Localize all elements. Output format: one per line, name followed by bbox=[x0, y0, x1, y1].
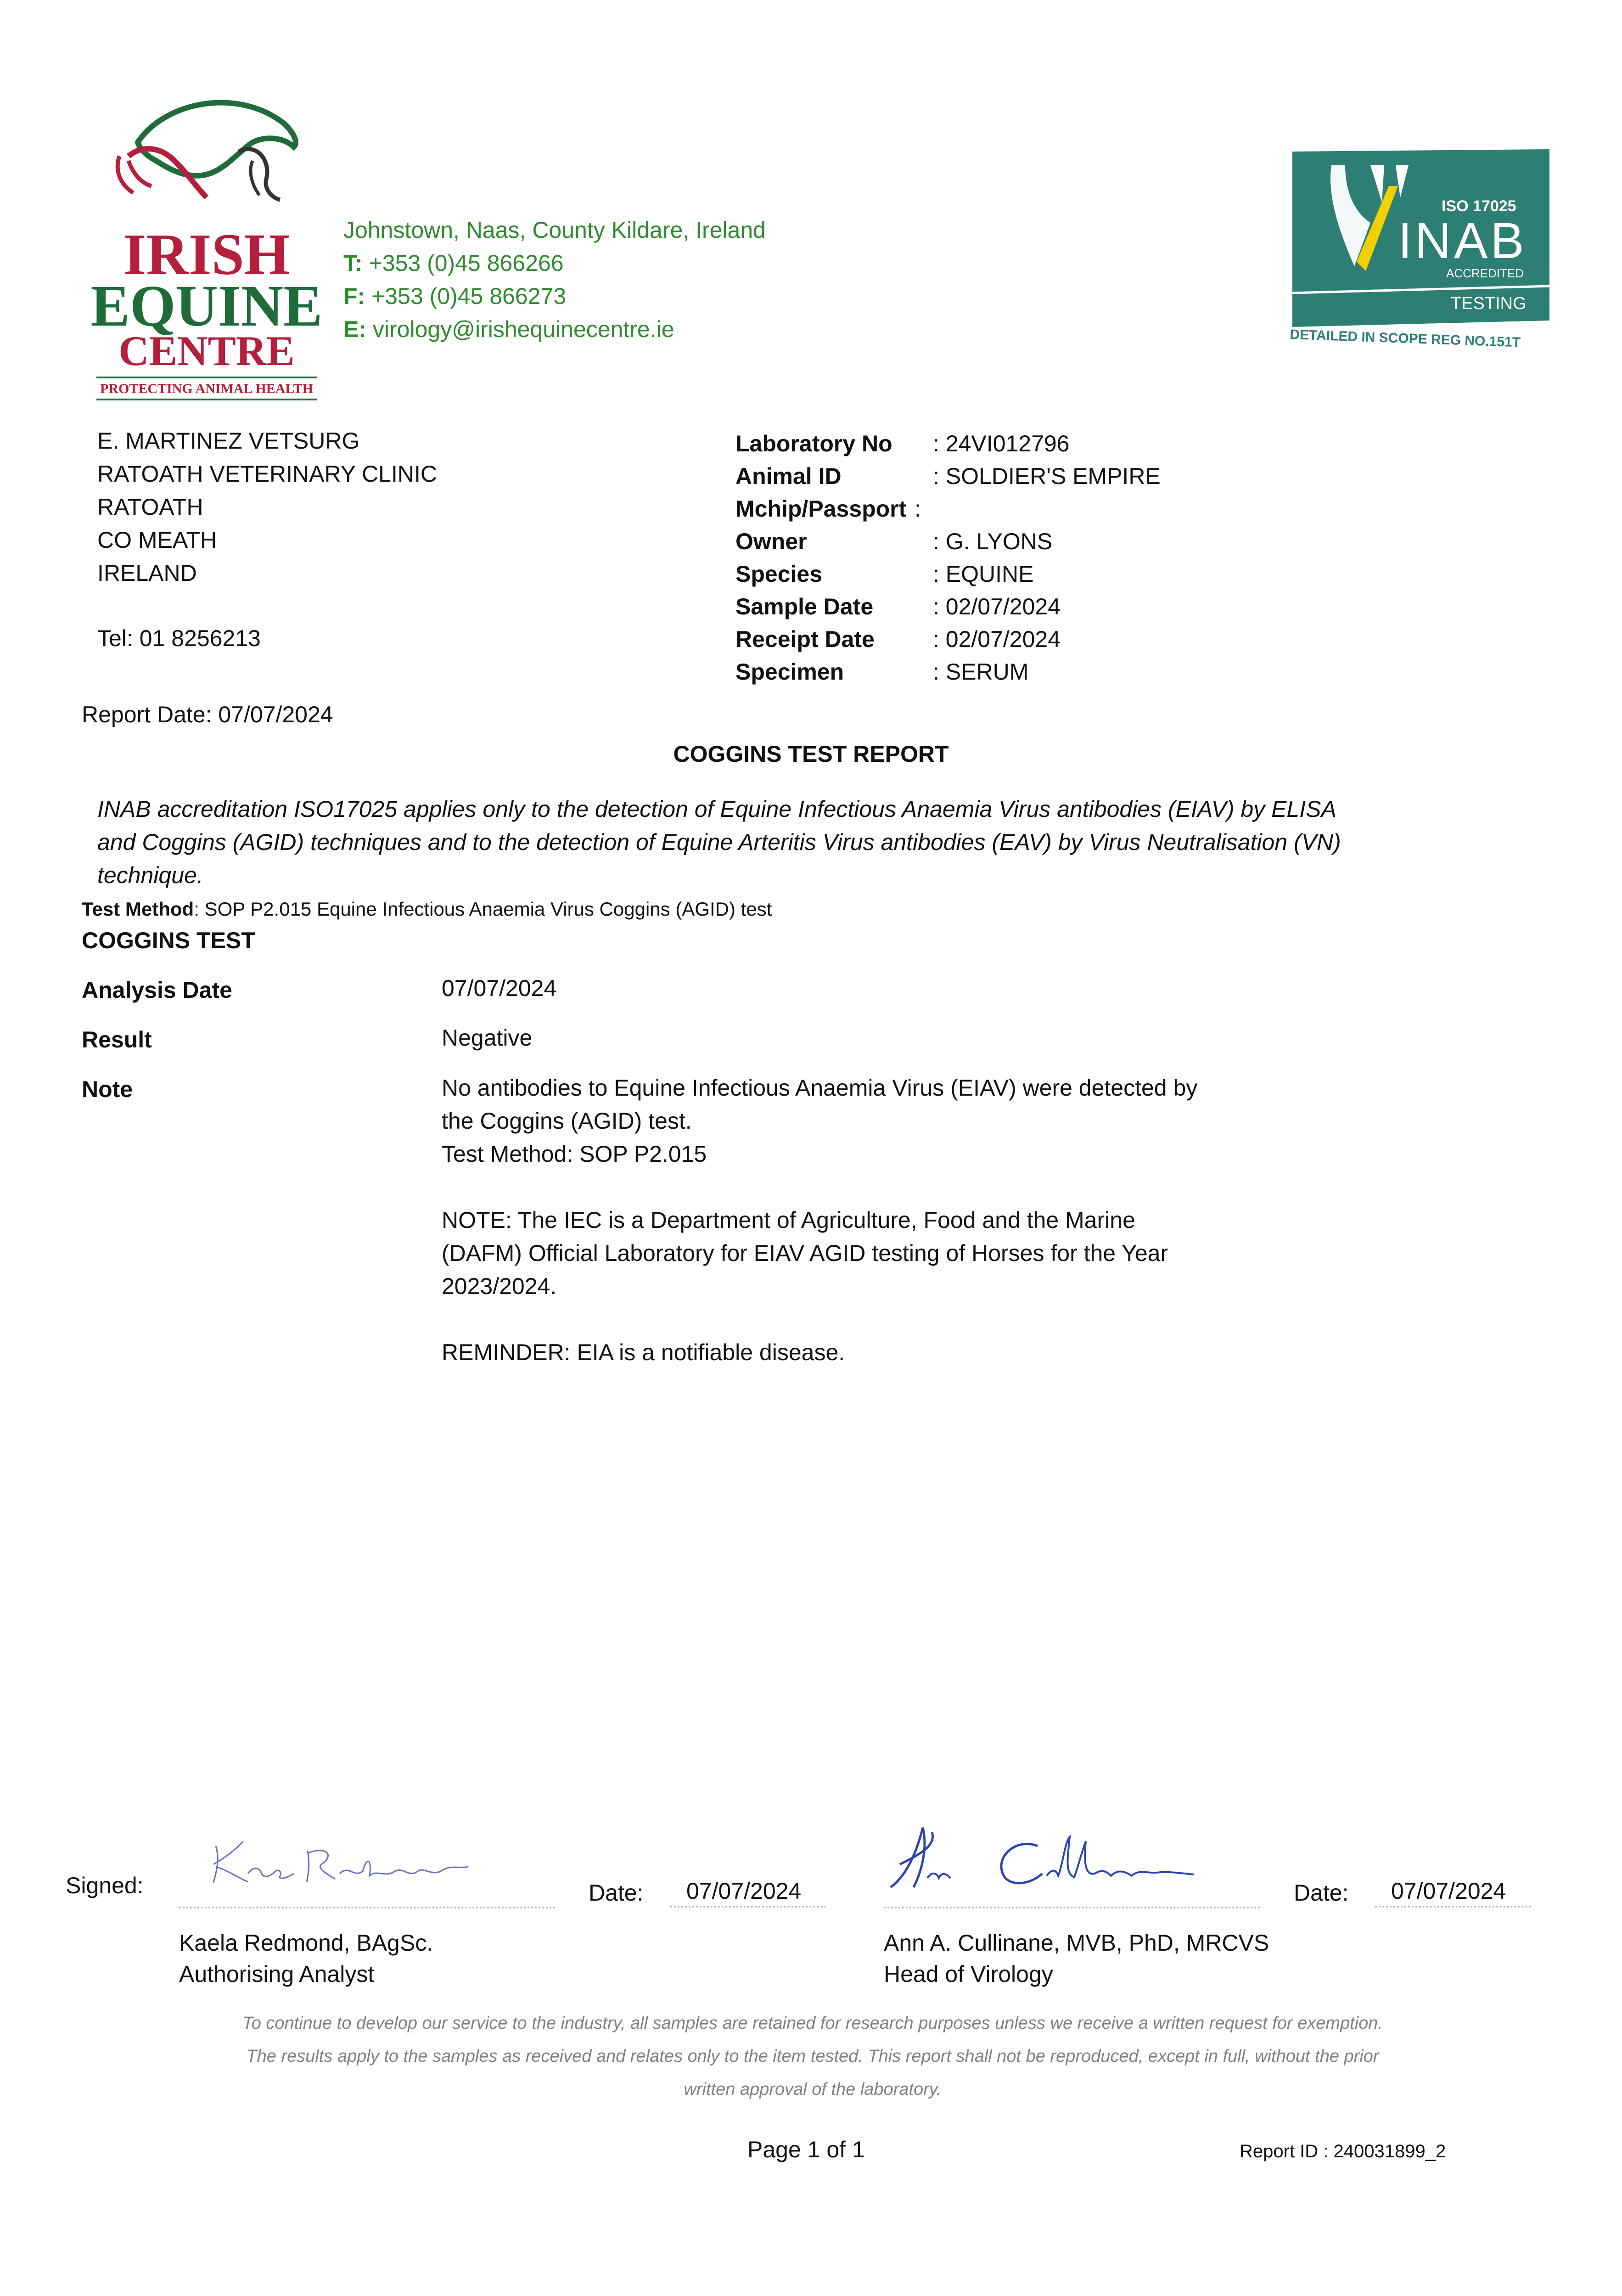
note-line bbox=[442, 1171, 1197, 1204]
note-line: 2023/2024. bbox=[442, 1273, 557, 1299]
address-line: IRELAND bbox=[97, 560, 197, 586]
detail-value: : 24VI012796 bbox=[933, 431, 1070, 456]
detail-row-animal-id bbox=[735, 460, 1286, 492]
date-line bbox=[1375, 1906, 1531, 1908]
note-line: Test Method: SOP P2.015 bbox=[442, 1141, 707, 1167]
signature-kaela-redmond-icon bbox=[202, 1828, 487, 1896]
address-line: CO MEATH bbox=[97, 527, 217, 553]
note-line: (DAFM) Official Laboratory for EIAV AGID testing of Horses for the Year bbox=[442, 1240, 1168, 1266]
detail-label: Mchip/Passport bbox=[735, 496, 907, 522]
detail-label: Animal ID bbox=[735, 463, 842, 489]
signature-line bbox=[884, 1907, 1260, 1908]
sample-details bbox=[735, 427, 1286, 688]
note-line: NOTE: The IEC is a Department of Agriculture, Food and the Marine bbox=[442, 1207, 1135, 1233]
detail-row-sample-date bbox=[735, 590, 1286, 623]
report-date: Report Date: 07/07/2024 bbox=[82, 702, 333, 727]
detail-label: Owner bbox=[735, 529, 807, 554]
contact-block bbox=[343, 214, 766, 346]
detail-value: : bbox=[915, 496, 921, 522]
note-line: REMINDER: EIA is a notifiable disease. bbox=[442, 1339, 845, 1365]
right-signatory-role: Head of Virology bbox=[884, 1961, 1053, 1987]
logo-word-irish: IRISH bbox=[123, 222, 290, 287]
signature-line bbox=[179, 1907, 556, 1908]
accreditation-statement bbox=[97, 793, 1341, 892]
note-text bbox=[442, 1071, 1197, 1369]
recipient-tel: Tel: 01 8256213 bbox=[97, 625, 261, 651]
address-line: RATOATH bbox=[97, 494, 203, 520]
test-method: Test Method: SOP P2.015 Equine Infectious Anaemia Virus Coggins (AGID) test bbox=[82, 898, 772, 920]
inab-accredited: ACCREDITED bbox=[1446, 266, 1524, 280]
signature-ann-cullinane-icon bbox=[881, 1818, 1212, 1906]
section-title: COGGINS TEST bbox=[82, 928, 255, 953]
detail-row-species bbox=[735, 557, 1286, 590]
analysis-date-label: Analysis Date bbox=[82, 977, 232, 1003]
detail-value: : G. LYONS bbox=[933, 529, 1053, 554]
detail-value: : SOLDIER'S EMPIRE bbox=[933, 463, 1161, 489]
logo-word-centre: CENTRE bbox=[118, 327, 295, 374]
address-line: E. MARTINEZ VETSURG bbox=[97, 428, 360, 454]
inab-iso: ISO 17025 bbox=[1442, 197, 1516, 215]
inab-mark: INAB bbox=[1398, 213, 1527, 269]
analysis-date-value: 07/07/2024 bbox=[442, 975, 557, 1001]
detail-label: Specimen bbox=[735, 659, 844, 685]
logo-word-equine: EQUINE bbox=[90, 273, 323, 338]
detail-row-specimen bbox=[735, 655, 1286, 688]
statement-line: INAB accreditation ISO17025 applies only to the detection of Equine Infectious Anaemia Virus antibodies (EIAV) by ELISA bbox=[97, 796, 1336, 822]
detail-row-receipt-date bbox=[735, 623, 1286, 655]
report-id: Report ID : 240031899_2 bbox=[1240, 2141, 1446, 2161]
contact-address: Johnstown, Naas, County Kildare, Ireland bbox=[343, 217, 766, 243]
left-date-value: 07/07/2024 bbox=[686, 1878, 802, 1904]
detail-value: : 02/07/2024 bbox=[933, 594, 1061, 619]
detail-label: Sample Date bbox=[735, 594, 874, 619]
inab-testing: TESTING bbox=[1451, 294, 1527, 313]
note-line bbox=[442, 1303, 1197, 1336]
horse-logo-icon bbox=[101, 92, 312, 211]
detail-row-laboratory-no bbox=[735, 427, 1286, 460]
disclaimer-line: The results apply to the samples as received and relates only to the item tested. This report shall not be reproduced, except in full, without the prior bbox=[246, 2047, 1379, 2066]
note-line: the Coggins (AGID) test. bbox=[442, 1108, 692, 1134]
detail-value: : SERUM bbox=[933, 659, 1029, 685]
address-line: RATOATH VETERINARY CLINIC bbox=[97, 461, 437, 487]
disclaimer-line: written approval of the laboratory. bbox=[684, 2080, 942, 2099]
left-signatory-role: Authorising Analyst bbox=[179, 1961, 375, 1987]
inab-scope: DETAILED IN SCOPE REG NO.151T bbox=[1289, 327, 1521, 350]
detail-label: Receipt Date bbox=[735, 626, 875, 652]
left-date-label: Date: bbox=[589, 1880, 644, 1906]
note-label: Note bbox=[82, 1076, 133, 1102]
right-signatory-name: Ann A. Cullinane, MVB, PhD, MRCVS bbox=[884, 1930, 1269, 1956]
result-value: Negative bbox=[442, 1025, 533, 1051]
detail-value: : 02/07/2024 bbox=[933, 626, 1061, 652]
report-title: COGGINS TEST REPORT bbox=[673, 741, 949, 767]
detail-row-owner bbox=[735, 525, 1286, 557]
contact-phone: T: +353 (0)45 866266 bbox=[343, 250, 564, 276]
inab-accreditation-badge bbox=[1290, 147, 1552, 349]
detail-row-mchip-passport bbox=[735, 492, 1286, 525]
logo-tagline: PROTECTING ANIMAL HEALTH bbox=[100, 381, 313, 396]
detail-value: : EQUINE bbox=[933, 561, 1034, 587]
date-line bbox=[670, 1906, 826, 1908]
left-signatory-name: Kaela Redmond, BAgSc. bbox=[179, 1930, 433, 1956]
recipient-address bbox=[97, 424, 437, 655]
contact-email[interactable]: E: virology@irishequinecentre.ie bbox=[343, 316, 674, 342]
result-label: Result bbox=[82, 1027, 152, 1052]
statement-line: and Coggins (AGID) techniques and to the detection of Equine Arteritis Virus antibodies (EAV) by Virus Neutralisation (VN) bbox=[97, 829, 1341, 855]
detail-label: Laboratory No bbox=[735, 431, 892, 456]
signed-label: Signed: bbox=[66, 1873, 144, 1898]
disclaimer-line: To continue to develop our service to the industry, all samples are retained for research purposes unless we receive a written request for exemption. bbox=[242, 2014, 1383, 2033]
contact-fax: F: +353 (0)45 866273 bbox=[343, 283, 567, 309]
footer-disclaimer bbox=[133, 2007, 1492, 2106]
right-date-label: Date: bbox=[1294, 1880, 1349, 1906]
page-number: Page 1 of 1 bbox=[747, 2137, 865, 2162]
detail-label: Species bbox=[735, 561, 823, 587]
logo-rule bbox=[96, 377, 317, 378]
irish-equine-centre-logo bbox=[83, 92, 331, 404]
statement-line: technique. bbox=[97, 862, 203, 888]
logo-rule bbox=[96, 399, 317, 400]
note-line: No antibodies to Equine Infectious Anaemia Virus (EIAV) were detected by bbox=[442, 1075, 1198, 1101]
right-date-value: 07/07/2024 bbox=[1391, 1878, 1506, 1904]
